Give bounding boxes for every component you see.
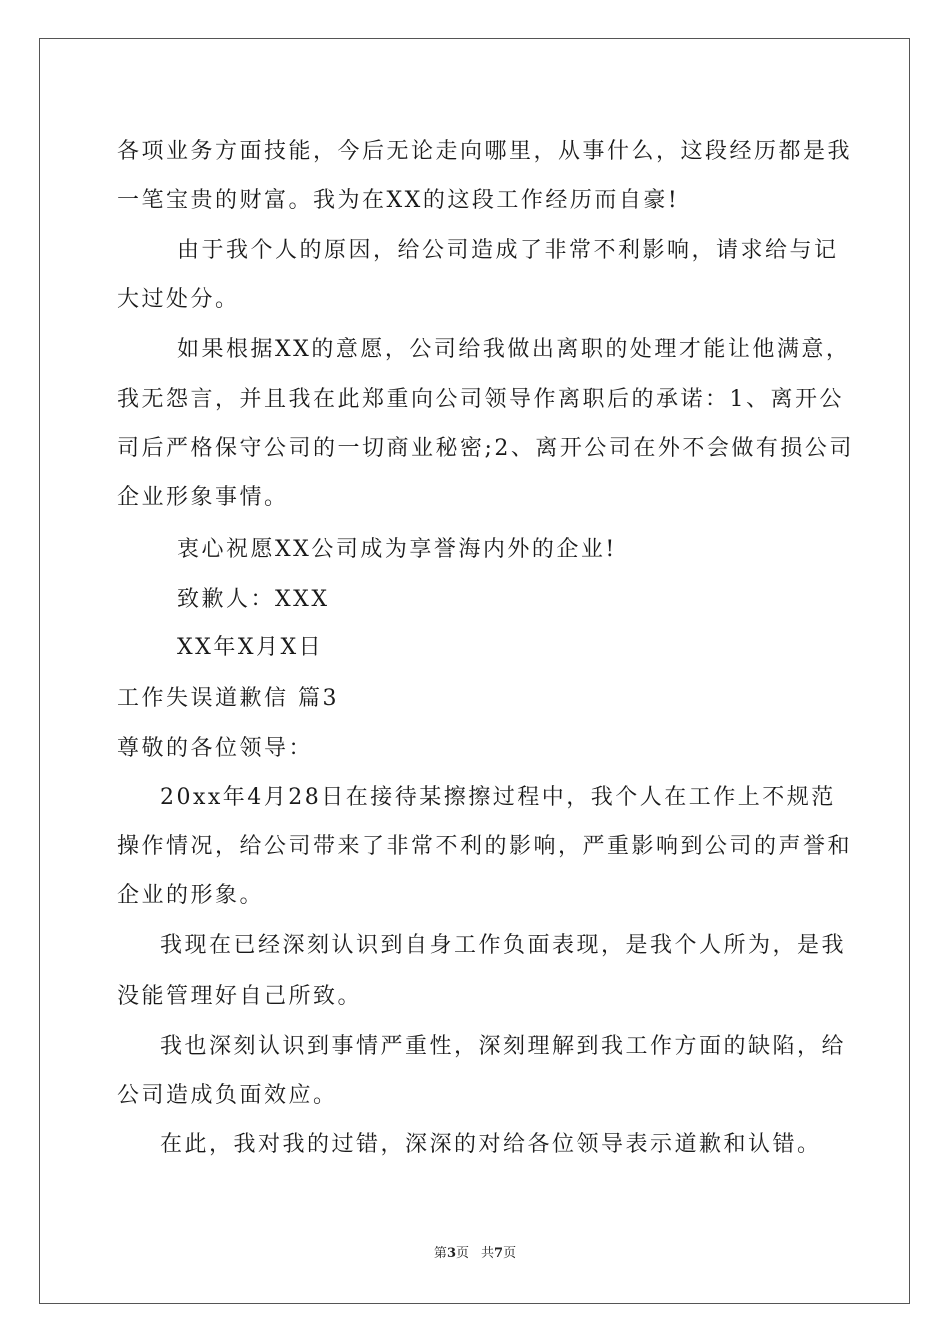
- text-line: 公司造成负面效应。: [117, 1083, 338, 1108]
- total-prefix: 共: [481, 1246, 495, 1261]
- text-line: 我也深刻认识到事情严重性，深刻理解到我工作方面的缺陷，给: [160, 1034, 847, 1059]
- total-suffix: 页: [503, 1246, 517, 1261]
- total-pages: 7: [494, 1246, 504, 1261]
- text-line: 衷心祝愿XX公司成为享誉海内外的企业!: [177, 537, 617, 562]
- date-line: XX年X月X日: [177, 635, 324, 660]
- text-line: 企业形象事情。: [117, 485, 289, 510]
- signature-line: 致歉人：XXX: [177, 587, 330, 612]
- page-prefix: 第: [433, 1246, 447, 1261]
- text-line: 企业的形象。: [117, 883, 265, 908]
- text-line: 我无怨言，并且我在此郑重向公司领导作离职后的承诺：1、离开公: [117, 387, 844, 412]
- text-line: 操作情况，给公司带来了非常不利的影响，严重影响到公司的声誉和: [117, 834, 853, 859]
- text-line: 20xx年4月28日在接待某擦擦过程中，我个人在工作上不规范: [160, 785, 836, 810]
- text-line: 司后严格保守公司的一切商业秘密;2、离开公司在外不会做有损公司: [117, 436, 854, 461]
- text-line: 在此，我对我的过错，深深的对给各位领导表示道歉和认错。: [160, 1132, 822, 1157]
- page-border: [39, 38, 910, 1304]
- text-line: 如果根据XX的意愿，公司给我做出离职的处理才能让他满意，: [177, 337, 851, 362]
- page-footer: [0, 1246, 950, 1262]
- salutation: 尊敬的各位领导：: [117, 736, 314, 761]
- text-line: 我现在已经深刻认识到自身工作负面表现，是我个人所为，是我: [160, 933, 847, 958]
- text-line: 没能管理好自己所致。: [117, 984, 363, 1009]
- text-line: 由于我个人的原因，给公司造成了非常不利影响，请求给与记: [177, 238, 839, 263]
- page-number: 3: [446, 1246, 456, 1261]
- page-suffix: 页: [455, 1246, 469, 1261]
- text-line: 一笔宝贵的财富。我为在XX的这段工作经历而自豪!: [117, 188, 680, 213]
- section-heading: 工作失误道歉信 篇3: [117, 686, 339, 711]
- text-line: 大过处分。: [117, 287, 240, 312]
- text-line: 各项业务方面技能，今后无论走向哪里，从事什么，这段经历都是我: [117, 139, 853, 164]
